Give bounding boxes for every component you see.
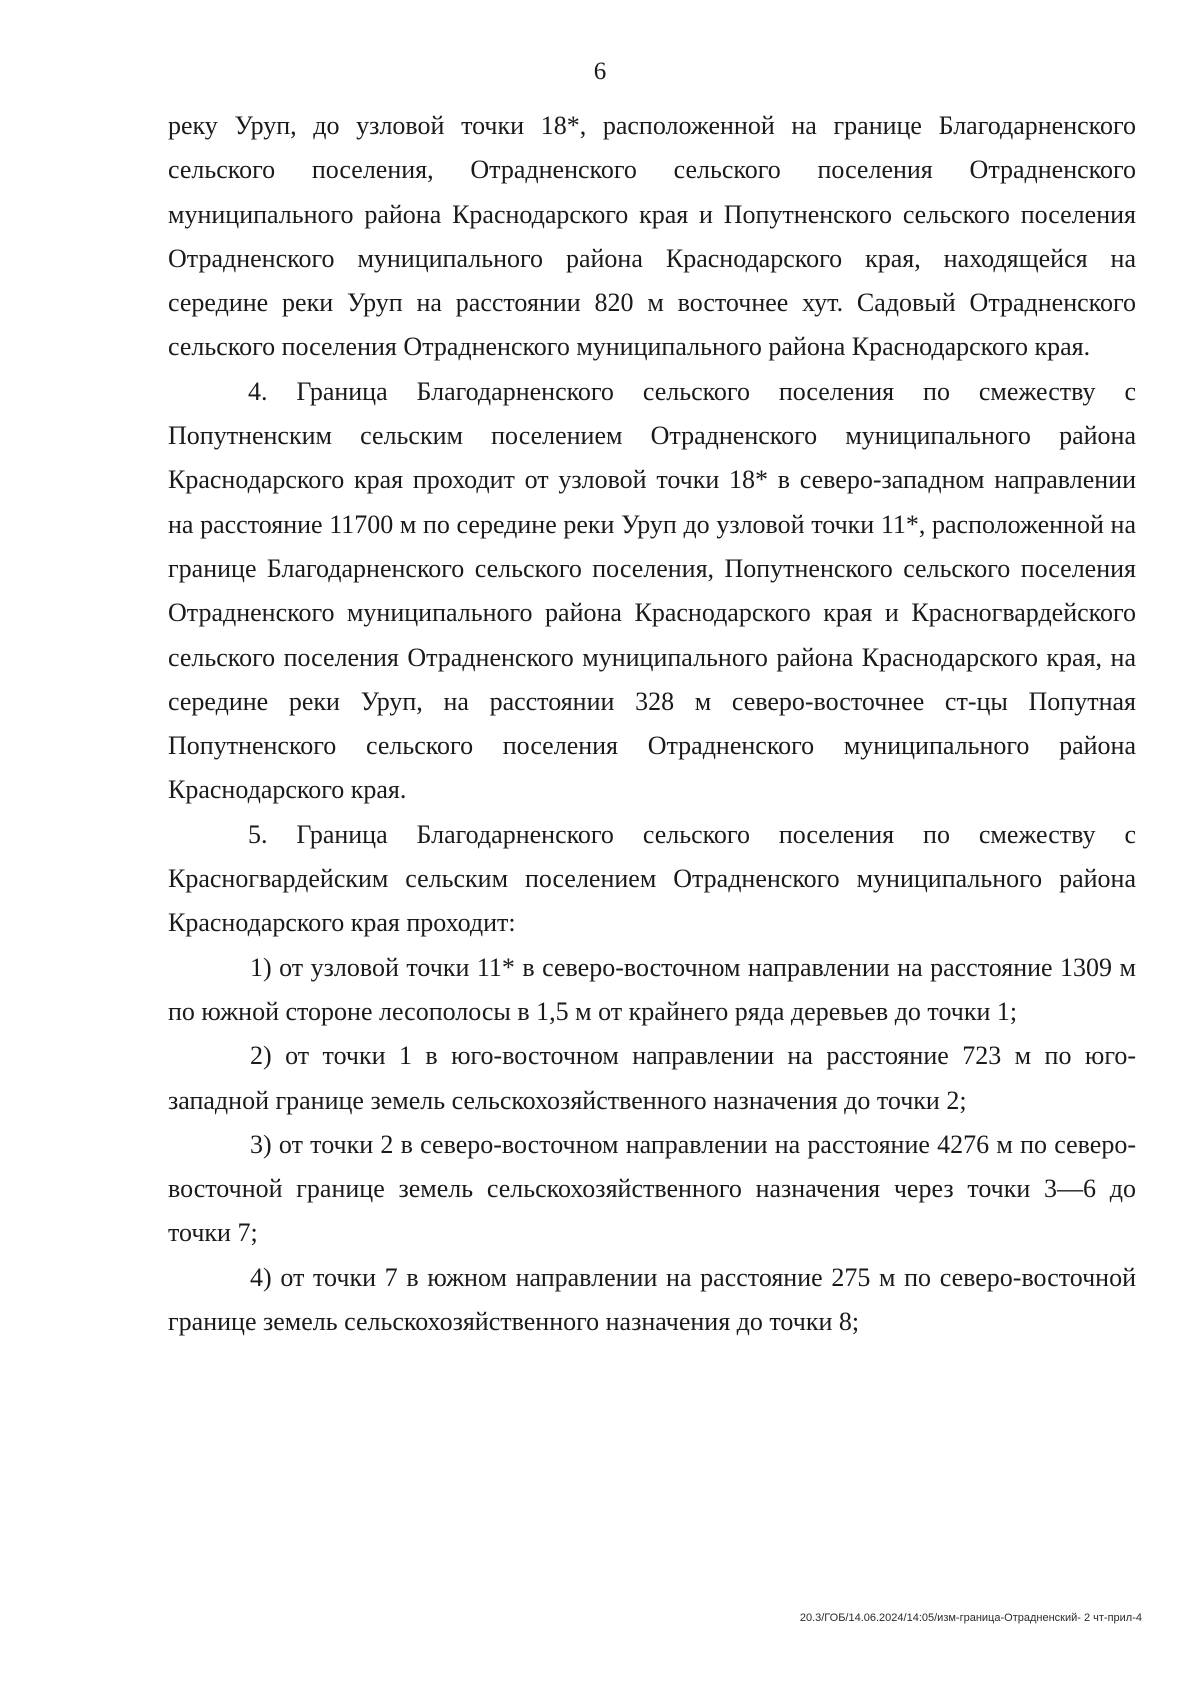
paragraph-clause-4: 4. Граница Благодарненского сельского поселения по смежеству с Попутненским сельским поселением Отрадненского муниципального района Краснодарского края проходит от узловой точки 18* в северо-западном направлении на расстояние 11700 м по середине реки Уруп до узловой точки 11*, расположенной на границе Благодарненского сельского поселения, Попутненского сельского поселения Отрадненского муниципального района Краснодарского края и Красногвардейского сельского поселения Отрадненского муниципального района Краснодарского края, на середине реки Уруп, на расстоянии 328 м северо-восточнее ст-цы Попутная Попутненского сельского поселения Отрадненского муниципального района Краснодарского края. [168,376,1136,805]
page-number: 6 [593,58,607,85]
document-body [168,104,1136,1344]
list-item-2: 2) от точки 1 в юго-восточном направлении на расстояние 723 м по юго-западной границе земель сельскохозяйственного назначения до точки 2; [168,1041,1136,1115]
list-item-3: 3) от точки 2 в северо-восточном направлении на расстояние 4276 м по северо-восточной границе земель сельскохозяйственного назначения через точки 3—6 до точки 7; [168,1129,1136,1248]
list-item-1: 1) от узловой точки 11* в северо-восточном направлении на расстояние 1309 м по южной стороне лесополосы в 1,5 м от крайнего ряда деревьев до точки 1; [168,952,1136,1026]
document-footer-code: 20.3/ГОБ/14.06.2024/14:05/изм-граница-Отрадненский- 2 чт-прил-4 [799,1612,1142,1624]
list-item-4: 4) от точки 7 в южном направлении на расстояние 275 м по северо-восточной границе земель сельскохозяйственного назначения до точки 8; [168,1262,1136,1337]
paragraph-clause-5: 5. Граница Благодарненского сельского поселения по смежеству с Красногвардейским сельским поселением Отрадненского муниципального района Краснодарского края проходит: [168,819,1136,938]
paragraph-continuation: реку Уруп, до узловой точки 18*, расположенной на границе Благодарненского сельского поселения, Отрадненского сельского поселения Отрадненского муниципального района Краснодарского края и Попутненского сельского поселения Отрадненского муниципального района Краснодарского края, находящейся на середине реки Уруп на расстоянии 820 м восточнее хут. Садовый Отрадненского сельского поселения Отрадненского муниципального района Краснодарского края. [168,111,1136,362]
